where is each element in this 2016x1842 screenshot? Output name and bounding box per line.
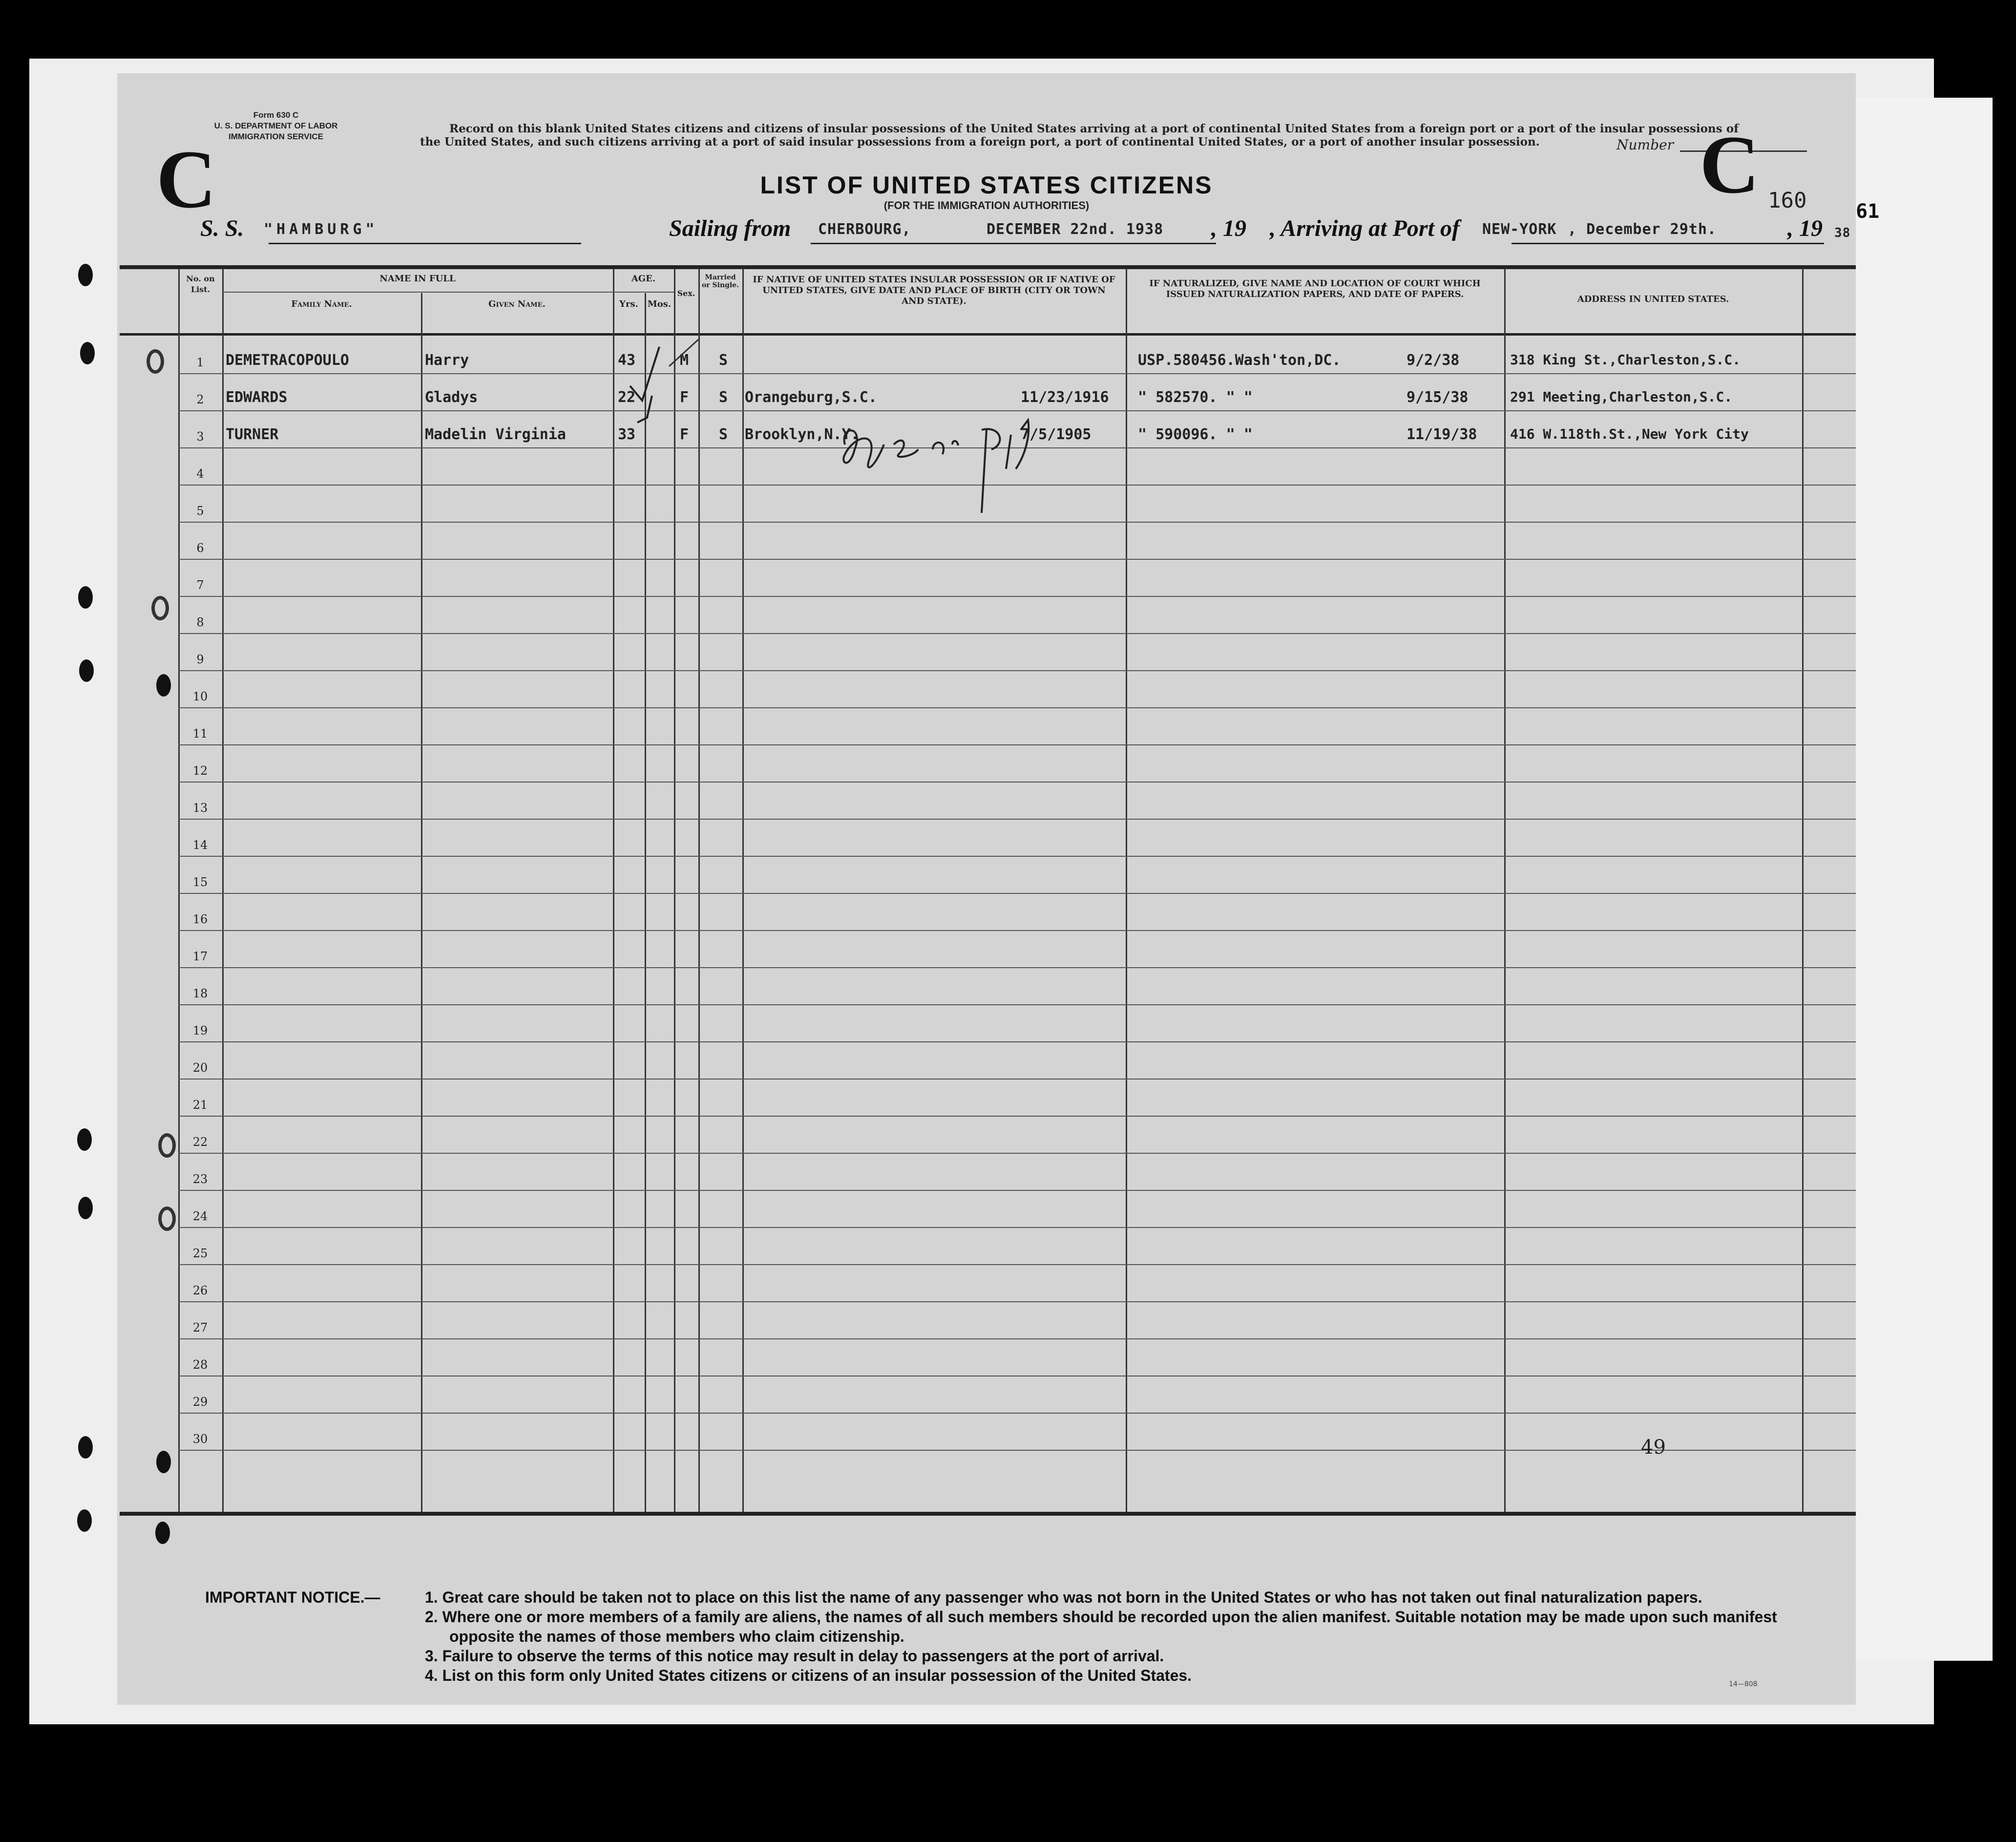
row-number: 2 — [196, 393, 204, 406]
row-number: 28 — [192, 1358, 208, 1372]
punch-hole-icon — [155, 1522, 170, 1544]
birth-place-cell: Orangeburg,S.C. — [745, 389, 877, 406]
address-cell: 318 King St.,Charleston,S.C. — [1510, 352, 1741, 368]
handwritten-checkmarks — [625, 337, 703, 425]
row-number: 16 — [192, 912, 208, 926]
sailing-label: Sailing from — [669, 215, 791, 241]
row-rule — [178, 707, 1856, 708]
page-title: LIST OF UNITED STATES CITIZENS — [760, 171, 1213, 199]
voyage-line — [200, 215, 1851, 244]
col-divider — [1126, 269, 1127, 1512]
punch-hole-icon — [78, 1436, 93, 1459]
row-number: 20 — [192, 1061, 208, 1075]
ring-hole-icon — [151, 596, 169, 620]
table-header-rule — [120, 333, 1856, 336]
arrive-date: , December 29th. — [1568, 221, 1717, 238]
row-number: 14 — [192, 838, 208, 852]
year-prefix: , 19 — [1211, 215, 1246, 241]
row-rule — [178, 1450, 1856, 1451]
punch-hole-icon — [77, 1509, 92, 1532]
punch-hole-icon — [156, 1451, 171, 1473]
col-divider — [1504, 269, 1506, 1512]
punch-hole-icon — [78, 586, 93, 609]
notice-item-1: 1. Great care should be taken not to place on this list the name of any passenger who was not born in the United States or who has not taken out final naturalization papers. — [425, 1588, 1702, 1606]
manifest-sheet — [117, 73, 1856, 1705]
row-number: 11 — [192, 727, 208, 741]
header-mos: Mos. — [647, 299, 672, 309]
punch-hole-icon — [79, 659, 94, 682]
row-rule — [178, 1190, 1856, 1191]
header-given-name: Given Name. — [488, 299, 546, 309]
to-port: NEW-YORK — [1482, 221, 1557, 238]
arriving-label: , Arriving at Port of — [1270, 215, 1460, 241]
age-years-cell: 22 — [618, 389, 636, 406]
row-number: 4 — [196, 467, 204, 481]
age-years-cell: 43 — [618, 352, 636, 369]
row-rule — [178, 1338, 1856, 1339]
header-subdivider — [222, 292, 674, 293]
naturalization-date-cell: 11/19/38 — [1407, 426, 1477, 443]
row-rule — [178, 1116, 1856, 1117]
row-number: 1 — [196, 356, 204, 369]
age-years-cell: 33 — [618, 426, 636, 443]
ring-hole-icon — [158, 1133, 176, 1158]
row-number: 29 — [192, 1395, 208, 1409]
sex-cell: M — [680, 352, 689, 369]
form-identifier — [195, 110, 357, 142]
form-department: U. S. DEPARTMENT OF LABOR — [214, 121, 338, 130]
year-prefix-2: , 19 — [1787, 215, 1823, 241]
sex-cell: F — [680, 426, 689, 443]
marital-status-cell: S — [719, 426, 728, 443]
row-number: 12 — [192, 764, 208, 778]
row-number: 17 — [192, 950, 208, 963]
row-number: 8 — [196, 615, 204, 629]
row-rule — [178, 1227, 1856, 1228]
col-divider — [742, 269, 744, 1512]
birth-date-cell: 11/23/1916 — [1021, 389, 1109, 406]
col-divider — [645, 293, 646, 1512]
naturalization-court-cell: USP.580456.Wash'ton,DC. — [1138, 352, 1341, 369]
family-name-cell: DEMETRACOPOULO — [226, 352, 349, 369]
row-rule — [178, 819, 1856, 820]
row-number: 21 — [192, 1098, 208, 1112]
handwritten-signature — [835, 415, 1070, 523]
birth-place-cell: Brooklyn,N.Y. — [745, 426, 860, 443]
number-stamp: 160 — [1768, 188, 1807, 213]
page-number: 49 — [1641, 1436, 1666, 1459]
col-divider — [178, 269, 180, 1512]
ss-label: S. S. — [200, 215, 244, 241]
row-number: 22 — [192, 1135, 208, 1149]
side-page-number: 61 — [1856, 200, 1880, 223]
section-letter-right: C — [1700, 119, 1760, 211]
arrive-year: 38 — [1834, 226, 1851, 240]
given-name-cell: Gladys — [425, 389, 478, 406]
ship-name: "HAMBURG" — [264, 221, 378, 238]
row-number: 7 — [196, 578, 204, 592]
form-print-code: 14—808 — [1729, 1680, 1758, 1688]
row-number: 18 — [192, 987, 208, 1000]
row-rule — [178, 782, 1856, 783]
header-age: AGE. — [631, 274, 656, 284]
col-divider — [698, 269, 700, 1512]
ship-underline — [269, 243, 581, 244]
naturalization-court-cell: " 590096. " " — [1138, 426, 1253, 443]
header-no-on-list: No. on List. — [186, 274, 215, 294]
header-married-single: Married or Single. — [701, 274, 739, 289]
row-number: 15 — [192, 875, 208, 889]
row-rule — [178, 1301, 1856, 1302]
punch-hole-icon — [156, 674, 171, 697]
row-rule — [178, 670, 1856, 671]
row-number: 27 — [192, 1321, 208, 1334]
punch-hole-icon — [78, 1197, 93, 1219]
address-cell: 291 Meeting,Charleston,S.C. — [1510, 389, 1733, 405]
notice-label: IMPORTANT NOTICE.— — [205, 1588, 380, 1606]
col-divider — [674, 269, 675, 1512]
given-name-cell: Harry — [425, 352, 469, 369]
notice-items — [425, 1588, 1817, 1685]
row-number: 5 — [196, 504, 204, 518]
form-instructions: Record on this blank United States citizens and citizens of insular possessions of the United States arriving at a port of continental United States from a foreign port or a port of the insular possessions of the United States, and such citizens arriving at a port of said insular possessions from a foreign port, a port of continental United States, or a port of another insular possession. — [420, 122, 1739, 148]
row-rule — [178, 1004, 1856, 1005]
header-address: ADDRESS IN UNITED STATES. — [1577, 294, 1729, 304]
header-native-insular: IF NATIVE OF UNITED STATES INSULAR POSSESSION OR IF NATIVE OF UNITED STATES, GIVE DATE AND PLACE OF BIRTH (CITY OR TOWN AND STATE). — [753, 275, 1115, 306]
ring-hole-icon — [147, 349, 164, 374]
row-rule — [178, 1041, 1856, 1042]
form-number: Form 630 C — [253, 110, 299, 120]
row-number: 25 — [192, 1247, 208, 1260]
notice-item-3: 3. Failure to observe the terms of this notice may result in delay to passengers at the port of arrival. — [425, 1647, 1164, 1665]
marital-status-cell: S — [719, 352, 728, 369]
section-letter-left: C — [156, 133, 216, 225]
notice-item-4: 4. List on this form only United States citizens or citizens of an insular possession of the United States. — [425, 1667, 1192, 1684]
row-number: 10 — [192, 690, 208, 703]
family-name-cell: TURNER — [226, 426, 279, 443]
birth-date-cell: 7/5/1905 — [1021, 426, 1092, 443]
col-divider — [613, 269, 614, 1512]
row-number: 3 — [196, 430, 204, 444]
header-family-name: Family Name. — [291, 299, 352, 309]
col-divider — [1802, 269, 1804, 1512]
notice-item-2: 2. Where one or more members of a family are aliens, the names of all such members should be recorded upon the alien manifest. Suitable notation may be made upon such manifest opposite the names of those members who claim citizenship. — [425, 1608, 1777, 1645]
address-cell: 416 W.118th.St.,New York City — [1510, 426, 1749, 442]
col-divider — [421, 293, 422, 1512]
given-name-cell: Madelin Virginia — [425, 426, 566, 443]
to-underline — [1512, 243, 1824, 244]
row-rule — [178, 559, 1856, 560]
naturalization-date-cell: 9/15/38 — [1407, 389, 1469, 406]
page-subtitle: (FOR THE IMMIGRATION AUTHORITIES) — [883, 199, 1090, 212]
punch-hole-icon — [77, 1128, 92, 1151]
row-rule — [178, 1079, 1856, 1080]
marital-status-cell: S — [719, 389, 728, 406]
number-label: Number — [1617, 137, 1674, 153]
row-number: 24 — [192, 1209, 208, 1223]
col-divider — [222, 269, 224, 1512]
adjacent-page-stub — [1851, 98, 1993, 1661]
row-rule — [178, 967, 1856, 968]
row-rule — [178, 596, 1856, 597]
header-sex: Sex. — [677, 289, 695, 298]
row-number: 30 — [192, 1432, 208, 1446]
row-number: 9 — [196, 653, 204, 666]
naturalization-date-cell: 9/2/38 — [1407, 352, 1460, 369]
header-yrs: Yrs. — [619, 299, 638, 309]
row-number: 19 — [192, 1024, 208, 1037]
table-top-rule — [120, 265, 1856, 269]
table-bottom-rule — [120, 1512, 1856, 1516]
sail-date: DECEMBER 22nd. 1938 — [987, 221, 1164, 238]
row-rule — [178, 1413, 1856, 1414]
punch-hole-icon — [80, 342, 95, 364]
header-naturalized: IF NATURALIZED, GIVE NAME AND LOCATION OF COURT WHICH ISSUED NATURALIZATION PAPERS, AND DATE OF PAPERS. — [1149, 278, 1481, 299]
from-underline — [811, 243, 1216, 244]
row-rule — [178, 410, 1856, 411]
row-rule — [178, 1153, 1856, 1154]
row-rule — [178, 744, 1856, 745]
row-rule — [178, 930, 1856, 931]
punch-hole-icon — [78, 264, 93, 286]
row-number: 26 — [192, 1284, 208, 1297]
row-rule — [178, 633, 1856, 634]
row-rule — [178, 373, 1856, 374]
header-name-in-full: NAME IN FULL — [379, 274, 456, 284]
from-port: CHERBOURG, — [818, 221, 911, 238]
family-name-cell: EDWARDS — [226, 389, 288, 406]
naturalization-court-cell: " 582570. " " — [1138, 389, 1253, 406]
sex-cell: F — [680, 389, 689, 406]
row-number: 6 — [196, 541, 204, 555]
row-number: 23 — [192, 1172, 208, 1186]
row-number: 13 — [192, 801, 208, 815]
ring-hole-icon — [158, 1207, 176, 1231]
row-rule — [178, 856, 1856, 857]
form-service: IMMIGRATION SERVICE — [229, 132, 323, 141]
row-rule — [178, 893, 1856, 894]
row-rule — [178, 1264, 1856, 1265]
